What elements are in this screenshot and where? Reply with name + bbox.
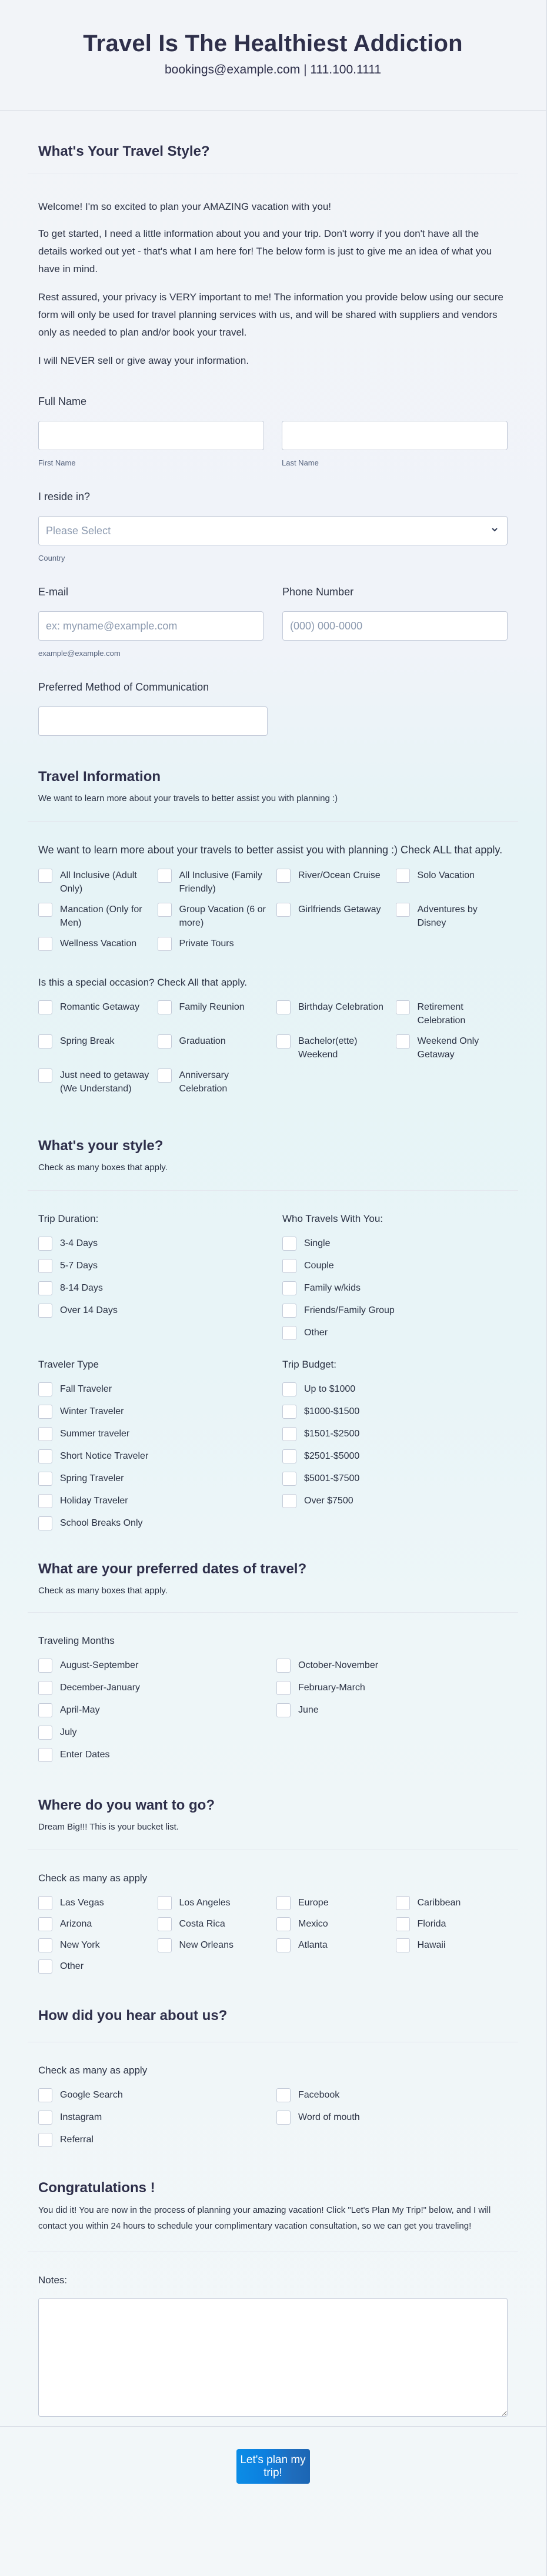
checkbox-option[interactable]: School Breaks Only (38, 1516, 264, 1530)
checkbox[interactable] (282, 1281, 296, 1295)
checkbox[interactable] (276, 1938, 291, 1952)
referral-heading-block (28, 1974, 518, 2042)
checkbox-option[interactable]: Romantic Getaway (38, 1000, 151, 1027)
checkbox-option[interactable]: Hawaii (396, 1938, 508, 1952)
checkbox-option[interactable]: December-January (38, 1681, 269, 1695)
notes-textarea[interactable] (38, 2298, 508, 2417)
referral-options (38, 2088, 508, 2147)
checkbox[interactable] (276, 869, 291, 883)
phone-label: Phone Number (282, 586, 354, 598)
dates-heading: What are your preferred dates of travel? (38, 1561, 307, 1577)
country-field (38, 491, 508, 562)
country-select-placeholder: Please Select (46, 524, 111, 537)
closing-section (0, 2147, 546, 2417)
checkbox[interactable] (158, 1068, 172, 1083)
checkbox[interactable] (282, 1405, 296, 1419)
checkbox-option[interactable]: Referral (38, 2133, 269, 2147)
checkbox-option[interactable]: Other (282, 1326, 508, 1340)
trip-duration-label: Trip Duration: (38, 1213, 99, 1224)
checkbox-option[interactable]: 8-14 Days (38, 1281, 264, 1295)
checkbox-option[interactable]: Los Angeles (158, 1896, 270, 1910)
checkbox[interactable] (38, 1938, 52, 1952)
checkbox[interactable] (38, 1748, 52, 1762)
months-question (38, 1613, 508, 1762)
checkbox-option[interactable]: Other (38, 1959, 151, 1974)
referral-section (0, 1974, 546, 2147)
last-name-input[interactable] (282, 421, 508, 450)
checkbox[interactable] (396, 1034, 410, 1049)
checkbox[interactable] (158, 937, 172, 951)
checkbox[interactable] (38, 937, 52, 951)
email-sublabel: example@example.com (38, 649, 121, 658)
checkbox-option[interactable]: Instagram (38, 2111, 269, 2125)
checkbox-option[interactable]: April-May (38, 1703, 269, 1717)
months-options (38, 1659, 508, 1762)
travel-info-subheading: We want to learn more about your travels to better assist you with planning :) (38, 793, 338, 803)
companions-group (271, 1212, 508, 1340)
closing-text: You did it! You are now in the process of planning your amazing vacation! Click "Let's Plan My Trip!" below, and I will contact you within 24 hours to schedule your complimentary vacation consultation, so we can get you traveling! (38, 2205, 491, 2231)
checkbox-option[interactable]: Atlanta (276, 1938, 389, 1952)
occasion-label: Is this a special occasion? Check All that apply. (38, 977, 247, 988)
checkbox[interactable] (38, 1382, 52, 1396)
checkbox-option[interactable]: River/Ocean Cruise (276, 869, 389, 896)
traveler-budget-row (38, 1340, 508, 1530)
checkbox[interactable] (38, 869, 52, 883)
checkbox[interactable] (38, 1304, 52, 1318)
checkbox-option[interactable]: Just need to getaway (We Understand) (38, 1068, 151, 1096)
checkbox-option[interactable]: All Inclusive (Adult Only) (38, 869, 151, 896)
checkbox-option[interactable]: $2501-$5000 (282, 1449, 508, 1463)
traveler-type-group (38, 1358, 264, 1530)
checkbox[interactable] (38, 1237, 52, 1251)
checkbox-option[interactable]: Adventures by Disney (396, 903, 508, 930)
dates-heading-block (28, 1530, 518, 1613)
checkbox[interactable] (38, 1703, 52, 1717)
checkbox-option[interactable]: Costa Rica (158, 1917, 270, 1931)
checkbox-option[interactable]: $1501-$2500 (282, 1427, 508, 1441)
checkbox[interactable] (38, 1681, 52, 1695)
form-header (0, 0, 546, 110)
checkbox-option[interactable]: Family w/kids (282, 1281, 508, 1295)
checkbox[interactable] (38, 2133, 52, 2147)
checkbox[interactable] (396, 1938, 410, 1952)
checkbox[interactable] (282, 1494, 296, 1508)
checkbox-option[interactable]: October-November (276, 1659, 508, 1673)
checkbox[interactable] (282, 1427, 296, 1441)
last-name-sublabel: Last Name (282, 458, 319, 467)
checkbox[interactable] (38, 1917, 52, 1931)
country-select[interactable] (38, 516, 508, 545)
submit-button[interactable]: Let's plan my trip! (236, 2449, 310, 2484)
budget-label: Trip Budget: (282, 1359, 336, 1370)
checkbox-option[interactable]: Word of mouth (276, 2111, 508, 2125)
first-name-input[interactable] (38, 421, 264, 450)
travel-info-heading: Travel Information (38, 769, 161, 785)
destinations-label: Check as many as apply (38, 1872, 148, 1884)
months-label: Traveling Months (38, 1635, 115, 1646)
companions-label: Who Travels With You: (282, 1213, 383, 1224)
checkbox-option[interactable]: Over $7500 (282, 1494, 508, 1508)
checkbox-option[interactable]: Facebook (276, 2088, 508, 2102)
destinations-subheading: Dream Big!!! This is your bucket list. (38, 1822, 179, 1832)
checkbox[interactable] (276, 1659, 291, 1673)
checkbox[interactable] (38, 1405, 52, 1419)
checkbox[interactable] (38, 1494, 52, 1508)
checkbox[interactable] (38, 903, 52, 917)
intro-paragraph: Welcome! I'm so excited to plan your AMAZING vacation with you! (38, 201, 332, 212)
checkbox-option[interactable]: Florida (396, 1917, 508, 1931)
checkbox-option[interactable]: Summer traveler (38, 1427, 264, 1441)
checkbox[interactable] (396, 903, 410, 917)
checkbox[interactable] (158, 1938, 172, 1952)
checkbox-option[interactable]: 5-7 Days (38, 1259, 264, 1273)
checkbox[interactable] (38, 1000, 52, 1014)
closing-heading-block (28, 2147, 518, 2252)
style-section (0, 1096, 546, 1530)
notes-label: Notes: (38, 2274, 68, 2286)
checkbox[interactable] (276, 2111, 291, 2125)
checkbox-option[interactable]: Weekend Only Getaway (396, 1034, 508, 1061)
checkbox[interactable] (38, 1281, 52, 1295)
checkbox[interactable] (282, 1449, 296, 1463)
occasion-question (38, 951, 508, 1096)
checkbox[interactable] (282, 1472, 296, 1486)
checkbox-option[interactable]: August-September (38, 1659, 269, 1673)
checkbox-option[interactable]: Couple (282, 1259, 508, 1273)
checkbox-option[interactable]: Mexico (276, 1917, 389, 1931)
checkbox-option[interactable]: Anniversary Celebration (158, 1068, 270, 1096)
checkbox-option[interactable]: Retirement Celebration (396, 1000, 508, 1027)
checkbox-option[interactable]: Google Search (38, 2088, 269, 2102)
checkbox-option[interactable]: New York (38, 1938, 151, 1952)
country-sublabel: Country (38, 554, 65, 562)
notes-field (38, 2252, 508, 2417)
occasion-options (38, 1000, 508, 1096)
referral-label: Check as many as apply (38, 2065, 148, 2076)
referral-heading: How did you hear about us? (38, 2008, 228, 2024)
checkbox[interactable] (276, 1034, 291, 1049)
checkbox-option[interactable]: July (38, 1726, 269, 1740)
trip-duration-group (38, 1212, 264, 1340)
checkbox-option[interactable]: February-March (276, 1681, 508, 1695)
checkbox[interactable] (38, 1427, 52, 1441)
checkbox-option[interactable]: Girlfriends Getaway (276, 903, 389, 930)
budget-group (271, 1358, 508, 1530)
style-subheading: Check as many boxes that apply. (38, 1163, 168, 1173)
checkbox[interactable] (38, 1726, 52, 1740)
communication-input[interactable] (38, 706, 268, 736)
checkbox[interactable] (276, 1896, 291, 1910)
contact-info: bookings@example.com | 111.100.1111 (164, 63, 382, 76)
trip-types-label: We want to learn more about your travels to better assist you with planning :) Check ALL that apply. (38, 844, 503, 856)
destinations-heading-block (28, 1762, 518, 1850)
checkbox-option[interactable]: Over 14 Days (38, 1304, 264, 1318)
travel-info-heading-block (28, 736, 518, 822)
checkbox[interactable] (38, 2088, 52, 2102)
checkbox-option[interactable]: June (276, 1703, 508, 1717)
checkbox-option[interactable]: Winter Traveler (38, 1405, 264, 1419)
checkbox-option[interactable]: Bachelor(ette) Weekend (276, 1034, 389, 1061)
checkbox[interactable] (38, 1472, 52, 1486)
email-phone-row (38, 586, 508, 658)
checkbox[interactable] (38, 1068, 52, 1083)
checkbox[interactable] (158, 869, 172, 883)
checkbox[interactable] (282, 1237, 296, 1251)
intro-paragraph: To get started, I need a little information about you and your trip. Don't worry if you don't have all the details worked out yet - that's what I am here for! The below form is just to give me an idea of what you have in mind. (38, 228, 492, 274)
form-title: Travel Is The Healthiest Addiction (83, 31, 463, 56)
dates-section (0, 1530, 546, 1762)
referral-question (38, 2042, 508, 2147)
email-input[interactable] (38, 611, 264, 641)
style-heading-block (28, 1096, 518, 1191)
checkbox-option[interactable]: Single (282, 1237, 508, 1251)
checkbox[interactable] (38, 1659, 52, 1673)
checkbox[interactable] (282, 1259, 296, 1273)
checkbox[interactable] (282, 1326, 296, 1340)
dates-subheading: Check as many boxes that apply. (38, 1586, 168, 1596)
checkbox[interactable] (158, 1917, 172, 1931)
checkbox-option[interactable]: Enter Dates (38, 1748, 269, 1762)
intro-paragraph: I will NEVER sell or give away your information. (38, 355, 249, 366)
checkbox-option[interactable]: Las Vegas (38, 1896, 151, 1910)
traveler-type-label: Traveler Type (38, 1359, 99, 1370)
checkbox[interactable] (282, 1382, 296, 1396)
checkbox[interactable] (276, 1703, 291, 1717)
checkbox-option[interactable]: Family Reunion (158, 1000, 270, 1027)
checkbox-option[interactable]: Short Notice Traveler (38, 1449, 264, 1463)
checkbox-option[interactable]: Graduation (158, 1034, 270, 1061)
checkbox[interactable] (276, 1917, 291, 1931)
checkbox[interactable] (158, 1034, 172, 1049)
checkbox-option[interactable]: Group Vacation (6 or more) (158, 903, 270, 930)
checkbox[interactable] (276, 2088, 291, 2102)
style-heading: What's your style? (38, 1138, 164, 1154)
intro-heading-block (28, 110, 518, 173)
email-label: E-mail (38, 586, 69, 598)
intro-heading: What's Your Travel Style? (38, 143, 210, 159)
checkbox[interactable] (38, 1259, 52, 1273)
checkbox[interactable] (38, 1896, 52, 1910)
destinations-question (38, 1850, 508, 1974)
trip-types-options (38, 869, 508, 951)
checkbox-option[interactable]: Caribbean (396, 1896, 508, 1910)
checkbox[interactable] (282, 1304, 296, 1318)
checkbox-option[interactable]: Spring Traveler (38, 1472, 264, 1486)
checkbox-option[interactable]: Up to $1000 (282, 1382, 508, 1396)
checkbox[interactable] (396, 1917, 410, 1931)
checkbox-option[interactable]: Fall Traveler (38, 1382, 264, 1396)
checkbox-option[interactable]: All Inclusive (Family Friendly) (158, 869, 270, 896)
intro-section (0, 110, 546, 736)
checkbox-option[interactable]: Wellness Vacation (38, 937, 151, 951)
destinations-options (38, 1896, 508, 1974)
checkbox-option[interactable]: Europe (276, 1896, 389, 1910)
full-name-field (38, 396, 508, 467)
checkbox[interactable] (276, 903, 291, 917)
checkbox[interactable] (38, 2111, 52, 2125)
closing-heading: Congratulations ! (38, 2180, 155, 2196)
checkbox[interactable] (38, 1449, 52, 1463)
country-label: I reside in? (38, 491, 91, 503)
checkbox[interactable] (396, 1000, 410, 1014)
checkbox-option[interactable]: Friends/Family Group (282, 1304, 508, 1318)
checkbox[interactable] (38, 1034, 52, 1049)
intro-paragraph: Rest assured, your privacy is VERY important to me! The information you provide below using our secure form will only be used for travel planning services with us, and will be shared with suppliers and vendors only as needed to plan and/or book your travel. (38, 292, 503, 338)
checkbox-option[interactable]: Arizona (38, 1917, 151, 1931)
checkbox[interactable] (38, 1516, 52, 1530)
checkbox-option[interactable]: Birthday Celebration (276, 1000, 389, 1027)
trip-types-question (38, 822, 508, 951)
checkbox-option[interactable]: Spring Break (38, 1034, 151, 1061)
checkbox-option[interactable]: 3-4 Days (38, 1237, 264, 1251)
checkbox-option[interactable]: Holiday Traveler (38, 1494, 264, 1508)
destinations-section (0, 1762, 546, 1974)
checkbox[interactable] (158, 1896, 172, 1910)
destinations-heading: Where do you want to go? (38, 1797, 215, 1813)
checkbox[interactable] (276, 1000, 291, 1014)
checkbox[interactable] (158, 1000, 172, 1014)
checkbox-option[interactable]: $5001-$7500 (282, 1472, 508, 1486)
checkbox-option[interactable]: Private Tours (158, 937, 270, 951)
checkbox[interactable] (396, 869, 410, 883)
checkbox-option[interactable]: New Orleans (158, 1938, 270, 1952)
checkbox-option[interactable]: Solo Vacation (396, 869, 508, 896)
checkbox-option[interactable]: $1000-$1500 (282, 1405, 508, 1419)
full-name-label: Full Name (38, 396, 87, 407)
first-name-sublabel: First Name (38, 458, 76, 467)
checkbox[interactable] (38, 1959, 52, 1974)
communication-label: Preferred Method of Communication (38, 681, 209, 693)
communication-field (38, 681, 508, 736)
checkbox[interactable] (158, 903, 172, 917)
checkbox[interactable] (396, 1896, 410, 1910)
phone-input[interactable] (282, 611, 508, 641)
chevron-down-icon (491, 525, 499, 534)
checkbox[interactable] (276, 1681, 291, 1695)
checkbox-option[interactable]: Mancation (Only for Men) (38, 903, 151, 930)
form-footer (0, 2426, 546, 2520)
travel-info-section (0, 736, 546, 1096)
duration-companions-row (38, 1191, 508, 1340)
